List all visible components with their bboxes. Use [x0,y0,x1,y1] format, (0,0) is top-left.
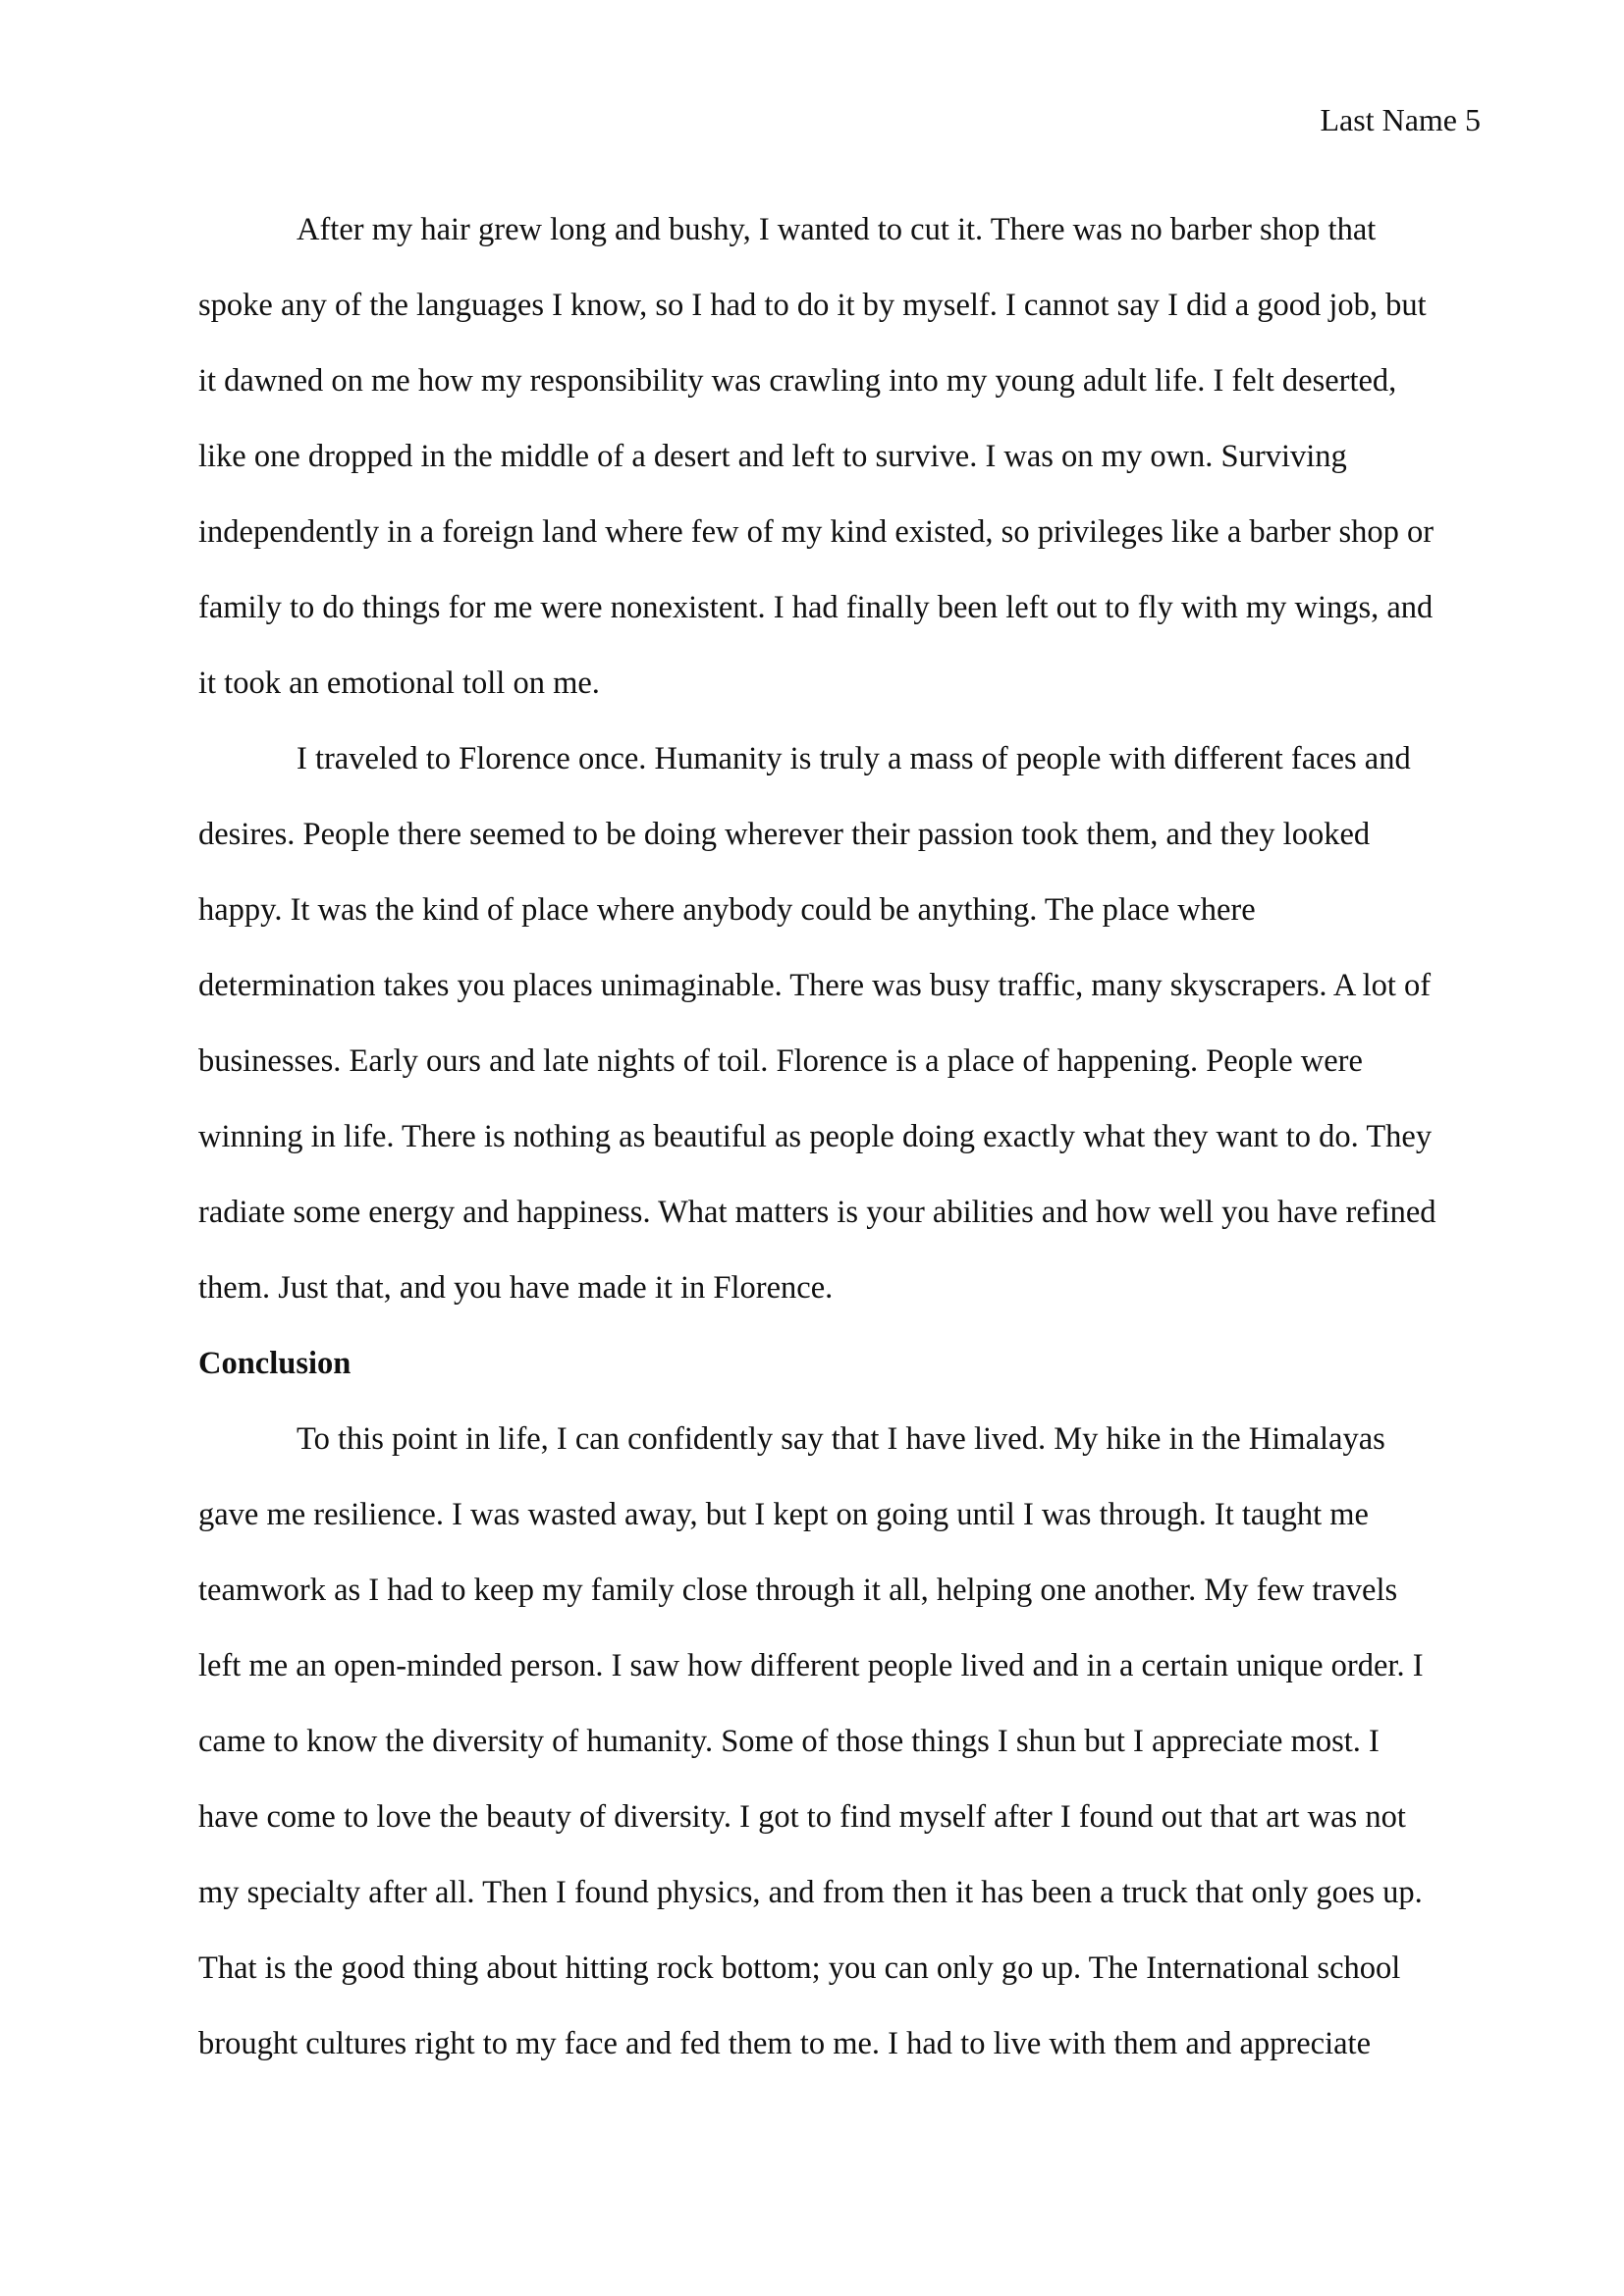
text-line: brought cultures right to my face and fed them to me. I had to live with them and appreciate [198,2026,1371,2061]
paragraph-haircut [198,192,1481,721]
text-line: I traveled to Florence once. Humanity is truly a mass of people with different faces and [297,741,1411,776]
text-line: desires. People there seemed to be doing wherever their passion took them, and they looked [198,817,1371,852]
paragraph-florence [198,721,1481,1326]
text-line: it dawned on me how my responsibility was crawling into my young adult life. I felt deserted, [198,363,1397,399]
text-line: left me an open-minded person. I saw how different people lived and in a certain unique order. I [198,1648,1424,1683]
text-line: businesses. Early ours and late nights of toil. Florence is a place of happening. People were [198,1043,1363,1079]
text-line: That is the good thing about hitting rock bottom; you can only go up. The International school [198,1950,1401,1986]
text-line: happy. It was the kind of place where anybody could be anything. The place where [198,892,1256,928]
section-heading-conclusion: Conclusion [198,1346,352,1381]
text-line: teamwork as I had to keep my family close through it all, helping one another. My few travels [198,1573,1398,1608]
text-line: like one dropped in the middle of a desert and left to survive. I was on my own. Surviving [198,439,1347,474]
text-line: family to do things for me were nonexistent. I had finally been left out to fly with my wings, and [198,590,1434,625]
text-line: gave me resilience. I was wasted away, but I kept on going until I was through. It taught me [198,1497,1369,1532]
running-head: Last Name 5 [1320,102,1481,137]
text-line: To this point in life, I can confidently say that I have lived. My hike in the Himalayas [297,1421,1385,1457]
text-line: spoke any of the languages I know, so I had to do it by myself. I cannot say I did a good job, but [198,288,1427,323]
text-line: it took an emotional toll on me. [198,666,600,701]
text-line: radiate some energy and happiness. What matters is your abilities and how well you have refined [198,1195,1436,1230]
text-line: came to know the diversity of humanity. Some of those things I shun but I appreciate most. I [198,1724,1380,1759]
paragraph-conclusion [198,1402,1481,2082]
text-line: them. Just that, and you have made it in Florence. [198,1270,834,1306]
document-body [198,192,1481,2082]
text-line: independently in a foreign land where few of my kind existed, so privileges like a barber shop or [198,514,1435,550]
text-line: have come to love the beauty of diversity. I got to find myself after I found out that art was not [198,1799,1406,1835]
text-line: After my hair grew long and bushy, I wanted to cut it. There was no barber shop that [297,212,1377,247]
text-line: winning in life. There is nothing as beautiful as people doing exactly what they want to do. They [198,1119,1433,1154]
text-line: determination takes you places unimaginable. There was busy traffic, many skyscrapers. A lot of [198,968,1432,1003]
text-line: my specialty after all. Then I found physics, and from then it has been a truck that only goes up. [198,1875,1423,1910]
